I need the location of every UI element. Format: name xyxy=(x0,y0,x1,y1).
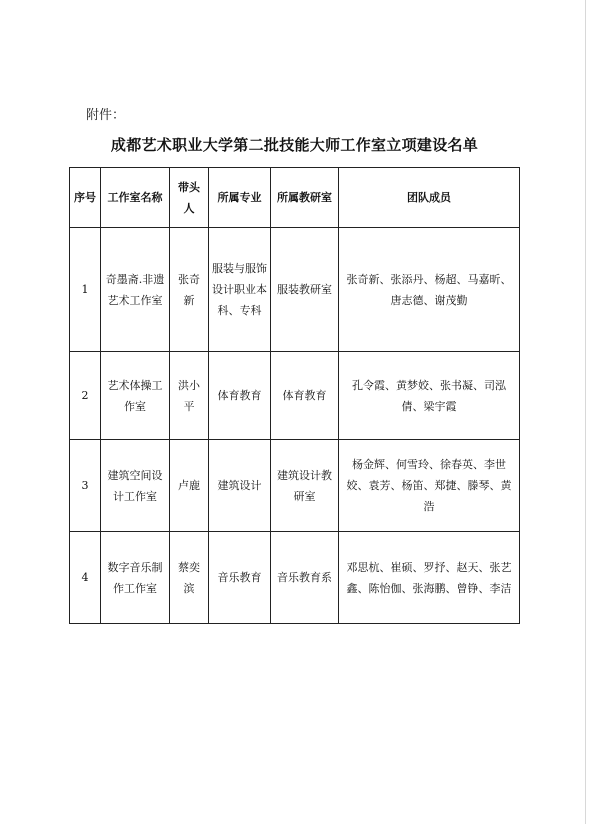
cell-no: 1 xyxy=(70,228,101,352)
header-major: 所属专业 xyxy=(209,168,271,228)
cell-studio-name: 建筑空间设计工作室 xyxy=(101,440,170,532)
cell-leader: 蔡奕滨 xyxy=(170,532,209,624)
header-studio-name: 工作室名称 xyxy=(101,168,170,228)
cell-studio-name: 艺术体操工作室 xyxy=(101,352,170,440)
studio-list-table xyxy=(69,167,520,624)
cell-no: 4 xyxy=(70,532,101,624)
cell-team-members: 邓思杭、崔硕、罗抒、赵天、张艺鑫、陈怡伽、张海鹏、曾铮、李洁 xyxy=(339,532,520,624)
cell-department: 体育教育 xyxy=(271,352,339,440)
header-no: 序号 xyxy=(70,168,101,228)
cell-studio-name: 数字音乐制作工作室 xyxy=(101,532,170,624)
cell-no: 3 xyxy=(70,440,101,532)
cell-leader: 张奇新 xyxy=(170,228,209,352)
page-edge-line xyxy=(585,0,586,824)
cell-major: 音乐教育 xyxy=(209,532,271,624)
table-header-row xyxy=(70,168,520,228)
table-row xyxy=(70,228,520,352)
cell-leader: 洪小平 xyxy=(170,352,209,440)
cell-leader: 卢鹿 xyxy=(170,440,209,532)
header-team-members: 团队成员 xyxy=(339,168,520,228)
header-department: 所属教研室 xyxy=(271,168,339,228)
table-row xyxy=(70,352,520,440)
table-row xyxy=(70,532,520,624)
cell-team-members: 孔令霞、黄梦姣、张书凝、司泓倩、梁宇霞 xyxy=(339,352,520,440)
cell-team-members: 张奇新、张添丹、杨超、马嘉昕、唐志德、谢茂勤 xyxy=(339,228,520,352)
cell-major: 体育教育 xyxy=(209,352,271,440)
table-row xyxy=(70,440,520,532)
cell-department: 建筑设计教研室 xyxy=(271,440,339,532)
attachment-label: 附件： xyxy=(86,108,126,123)
cell-no: 2 xyxy=(70,352,101,440)
cell-major: 服装与服饰设计职业本科、专科 xyxy=(209,228,271,352)
cell-major: 建筑设计 xyxy=(209,440,271,532)
cell-team-members: 杨金辉、何雪玲、徐春英、李世姣、袁芳、杨笛、郑捷、滕琴、黄浩 xyxy=(339,440,520,532)
cell-department: 音乐教育系 xyxy=(271,532,339,624)
cell-studio-name: 奇墨斋.非遗艺术工作室 xyxy=(101,228,170,352)
document-title: 成都艺术职业大学第二批技能大师工作室立项建设名单 xyxy=(110,136,479,154)
header-leader: 带头人 xyxy=(170,168,209,228)
cell-department: 服装教研室 xyxy=(271,228,339,352)
